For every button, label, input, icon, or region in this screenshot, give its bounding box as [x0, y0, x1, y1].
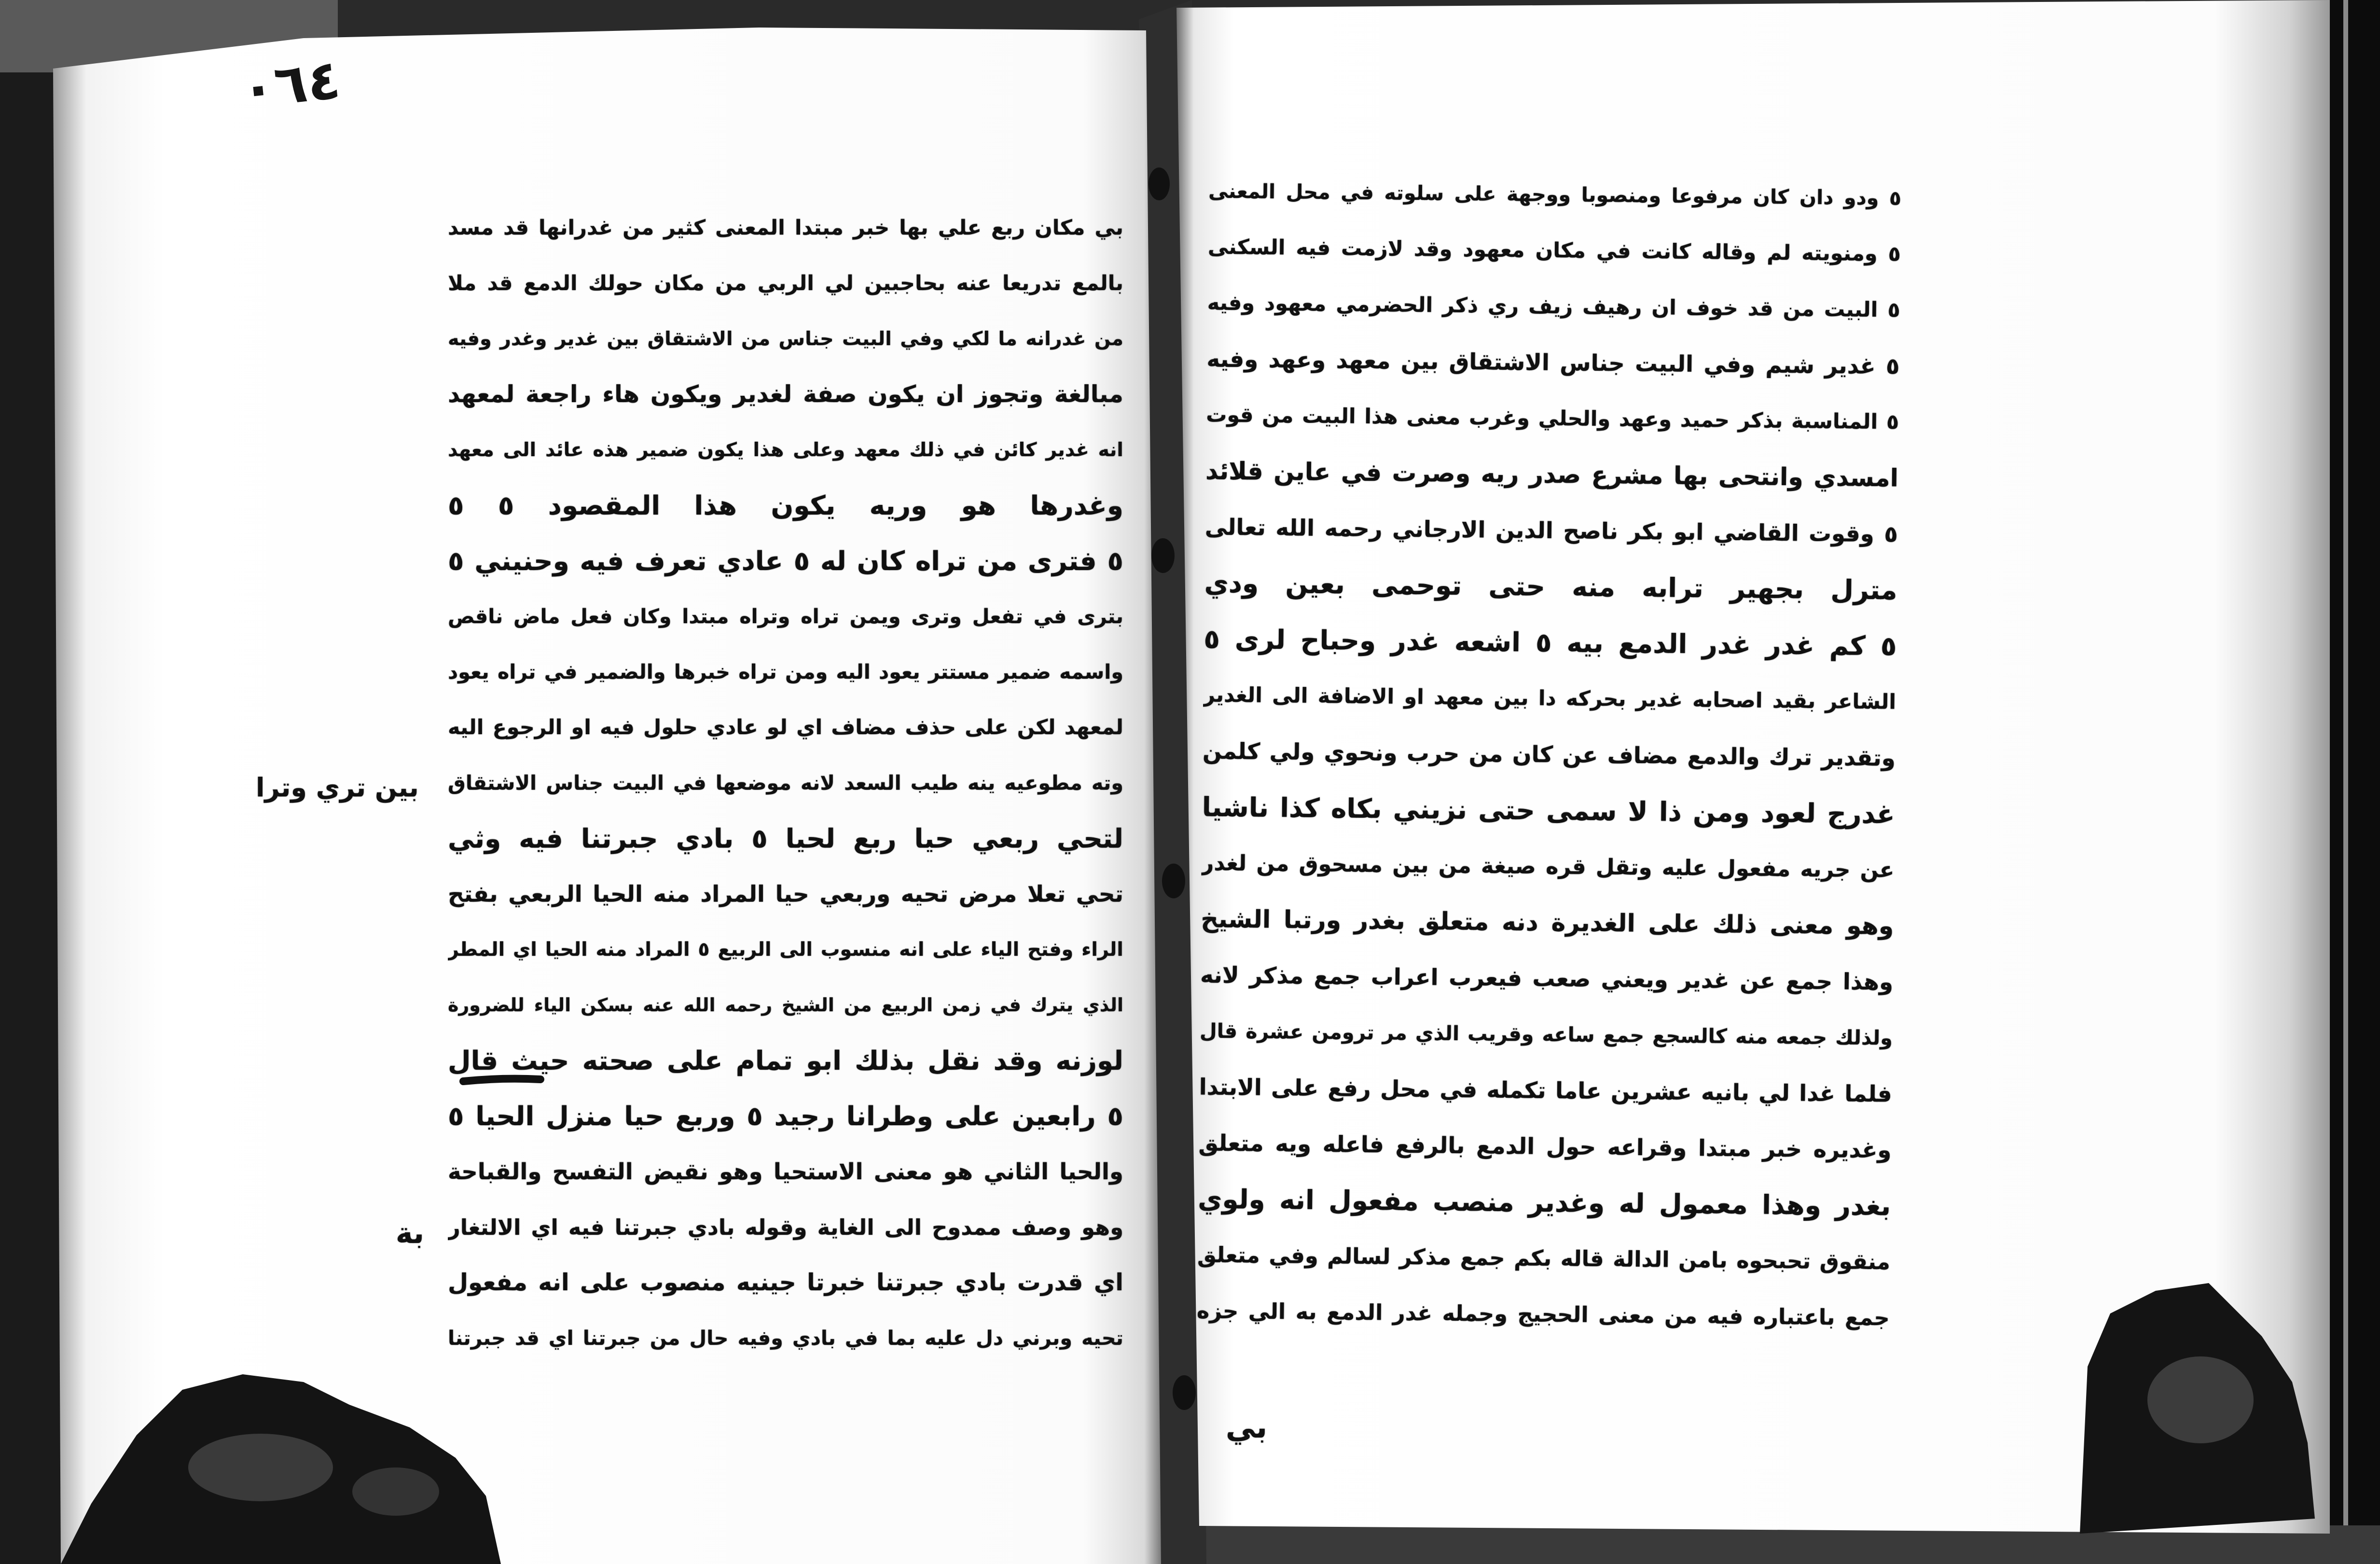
text-line: لمعهد لكن على حذف مضاف اي لو عادي حلول فيه او الرجوع اليه: [448, 715, 1123, 740]
text-line: مبالغة وتجوز ان يكون صفة لغدير ويكون هاء راجعة لمعهد: [448, 381, 1123, 408]
text-line: ولذلك جمعه منه كالسجع جمع ساعه وقريب الذي مر ترومن عشرة قال: [1199, 1019, 1893, 1050]
text-line: الشاعر بقيد اصحابه غدير بحركه دا بين معهد او الاضافة الى الغدير: [1203, 683, 1896, 714]
text-line: منقوق تحبحوه بامن الدالة قاله بكم جمع مذكر لسالم وفي متعلق: [1197, 1242, 1891, 1275]
text-line: وهذا جمع عن غدير ويعني صعب فيعرب اعراب جمع مذكر لانه: [1200, 962, 1894, 995]
text-line: وتقدير ترك والدمع مضاف عن كان من حرب ونحوي ولي كلمن: [1202, 738, 1896, 771]
text-line: واسمه ضمير مستتر يعود اليه ومن تراه خبرها والضمير في تراه يعود: [448, 660, 1123, 684]
left-edge-shadow: [0, 0, 63, 1564]
text-line: مترل بجهير ترابه منه حتى توحمى بعين ودي: [1204, 567, 1897, 606]
text-line: ٥ المناسبة بذكر حميد وعهد والحلي وغرب معنى هذا البيت من قوت: [1206, 403, 1899, 434]
binding-stitch: [1148, 168, 1170, 200]
left-hand-finger-highlight: [188, 1434, 333, 1501]
text-line: ٥ كم غدر غدر الدمع بيه ٥ اشعه غدر وحباح لرى ٥: [1204, 623, 1897, 662]
left-hand-finger-highlight: [352, 1467, 439, 1516]
right-edge-shadow: [2330, 0, 2380, 1564]
text-line: بترى في تفعل وترى ويمن تراه وتراه مبتدا وكان فعل ماض ناقص: [448, 605, 1123, 628]
binding-stitch: [1151, 538, 1175, 573]
text-line: الذي يترك في زمن الربيع من الشيخ رحمه الله عنه بسكن الياء للضرورة: [448, 994, 1123, 1016]
text-line: وغدرها هو وريه يكون هذا المقصود ٥ ٥: [448, 490, 1123, 521]
text-line: لوزنه وقد نقل بذلك ابو تمام على صحته حيث قال: [448, 1045, 1123, 1076]
text-line: ٥ ودو دان كان مرفوعا ومنصوبا ووجهة على سلوته في محل المعنى: [1208, 179, 1902, 210]
text-line: فلما غدا لي بانيه عشرين عاما تكمله في محل رفع على الابتدا: [1199, 1074, 1892, 1107]
text-line: ٥ رابعين على وطرانا رجيد ٥ وربع حيا منزل الحيا ٥: [448, 1101, 1123, 1131]
text-line: من غدرانه ما لكي وفي البيت جناس من الاشتقاق بين غدير وغدر وفيه: [448, 328, 1123, 350]
right-page-text: [1196, 163, 1901, 1346]
text-line: ٥ ومنويته لم وقاله كانت في مكان معهود وقد لازمت فيه السكنى: [1207, 235, 1901, 266]
text-line: الراء وفتح الياء على انه منسوب الى الربيع ٥ المراد منه الحيا اي المطر: [448, 938, 1123, 961]
binding-stitch: [1173, 1375, 1196, 1410]
text-line: وغديره خبر مبتدا وقراعه حول الدمع بالرفع فاعله ويه متعلق: [1198, 1130, 1892, 1163]
text-line: ٥ فترى من تراه كان له ٥ عادي تعرف فيه وحنيني ٥: [448, 545, 1123, 576]
text-line: لتحي ربعي حيا ربع لحيا ٥ بادي جبرتنا فيه وثي: [448, 823, 1123, 854]
text-line: بغدر وهذا معمول له وغدير منصب مفعول انه ولوي: [1197, 1183, 1891, 1222]
binding-stitch: [1162, 864, 1185, 898]
text-line: بالمع تدريعا عنه بحاجبين لي الربي من مكان حولك الدمع قد ملا: [448, 271, 1123, 295]
text-line: جمع باعتباره فيه من معنى الحجيج وجمله غدر الدمع به الي جزه: [1196, 1298, 1890, 1331]
margin-note: بة: [396, 1216, 424, 1250]
text-line: امسدي وانتحى بها مشرع صدر ريه وصرت في عاين قلائد: [1205, 456, 1899, 492]
text-line: والحيا الثاني هو معنى الاستحيا وهو نقيض التفسح والقباحة: [448, 1159, 1123, 1185]
text-line: بي مكان ربع علي بها خبر مبتدا المعنى كثير من غدرانها قد مسد: [448, 216, 1123, 240]
text-line: عن جريه مفعول عليه وتقل قره صيغة من بين مسحوق من لغدر: [1201, 850, 1895, 883]
text-line: وته مطوعيه ينه طيب السعد لانه موضعها في البيت جناس الاشتقاق: [448, 771, 1123, 795]
text-line: انه غدير كائن في ذلك معهد وعلى هذا يكون ضمير هذه عائد الى معهد: [448, 439, 1123, 461]
text-line: وهو وصف ممدوح الى الغاية وقوله بادي جبرتنا فيه اي الالتغار: [448, 1215, 1123, 1240]
text-line: تحيه وبرني دل عليه بما في بادي وفيه حال من جبرتنا اي قد جبرتنا: [448, 1327, 1123, 1350]
text-line: وهو معنى ذلك على الغديرة دنه متعلق بغدر ورتبا الشيخ: [1201, 904, 1894, 940]
text-line: ٥ البيت من قد خوف ان رهيف زيف ري ذكر الحضرمي معهود وفيه: [1207, 291, 1900, 322]
right-edge-highlight: [2343, 0, 2348, 1564]
text-line: غدرج لعود ومن ذا لا سمى حتى نزيني بكاه كذا ناشيا: [1202, 791, 1896, 830]
page-number: ٠٦٤: [238, 48, 344, 121]
left-page-text: [448, 200, 1123, 1366]
text-line: ٥ وقوت القاضي ابو بكر ناصح الدين الارجاني رحمه الله تعالى: [1204, 514, 1898, 547]
text-line: اي قدرت بادي جبرتنا خبرتا جينيه منصوب على انه مفعول: [448, 1269, 1123, 1296]
catchword: بي: [1226, 1410, 1268, 1445]
text-line: ٥ غدير شيم وفي البيت جناس الاشتقاق بين معهد وعهد وفيه: [1206, 346, 1900, 379]
right-hand-finger-highlight: [2147, 1356, 2254, 1443]
text-line: تحي تعلا مرض تحيه وربعي حيا المراد منه الحيا الربعي بفتح: [448, 881, 1123, 907]
margin-note: بين تري وترا: [256, 772, 419, 803]
